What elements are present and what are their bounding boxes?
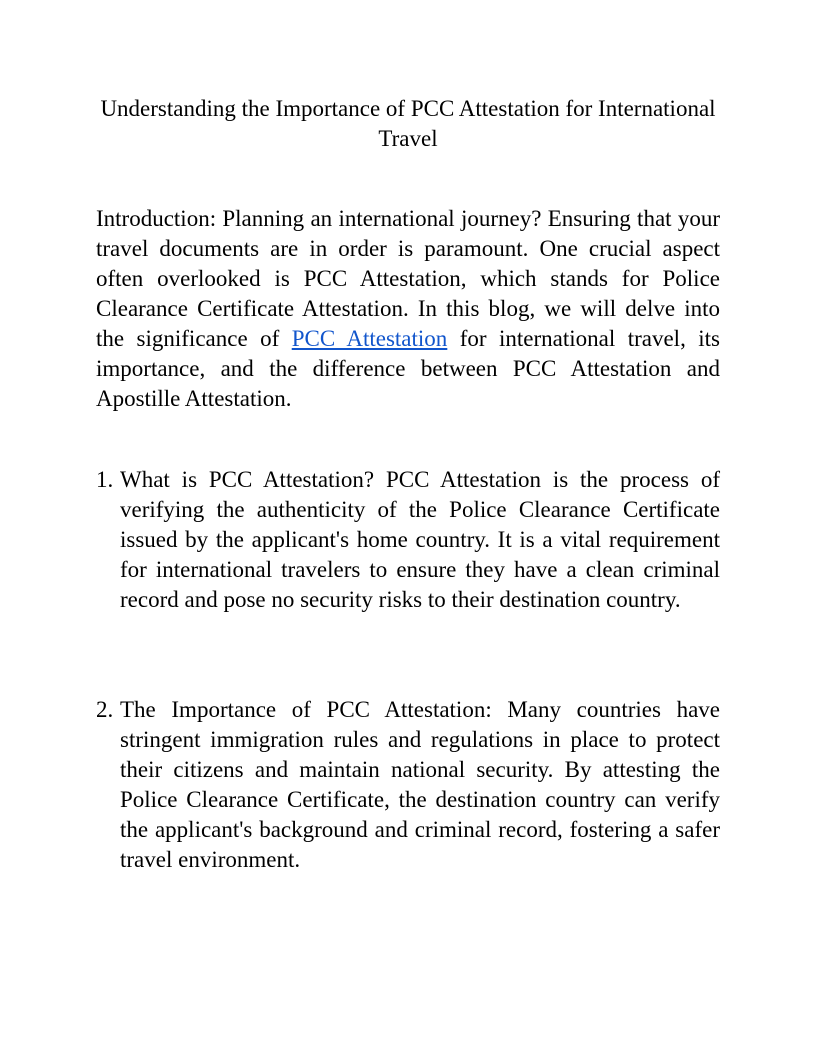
list-item-number: 2. (96, 697, 114, 722)
pcc-attestation-link[interactable]: PCC Attestation (291, 326, 448, 351)
list-item-text: What is PCC Attestation? PCC Attestation is the process of verifying the authenticity of the Police Clearance Certificate issued by the applicant's home country. It is a vital requirement for international travelers to ensure they have a clean criminal record and pose no security risks to their destination country. (120, 467, 720, 612)
page-title: Understanding the Importance of PCC Attestation for International Travel (100, 96, 716, 151)
intro-text-after-link: for international travel, its importance, and the difference between PCC Attestation and Apostille Attestation. (96, 326, 720, 411)
list-item-text: The Importance of PCC Attestation: Many countries have stringent immigration rules and regulations in place to protect their citizens and maintain national security. By attesting the Police Clearance Certificate, the destination country can verify the applicant's background and criminal record, fostering a safer travel environment. (120, 697, 720, 872)
list-item (96, 465, 720, 615)
intro-text-before-link: Introduction: Planning an international journey? Ensuring that your travel documents are in order is paramount. One crucial aspect often overlooked is PCC Attestation, which stands for Police Clearance Certificate Attestation. In this blog, we will delve into the significance of (96, 206, 720, 351)
intro-paragraph (96, 204, 720, 414)
list-item (96, 695, 720, 875)
list-item-number: 1. (96, 467, 114, 492)
